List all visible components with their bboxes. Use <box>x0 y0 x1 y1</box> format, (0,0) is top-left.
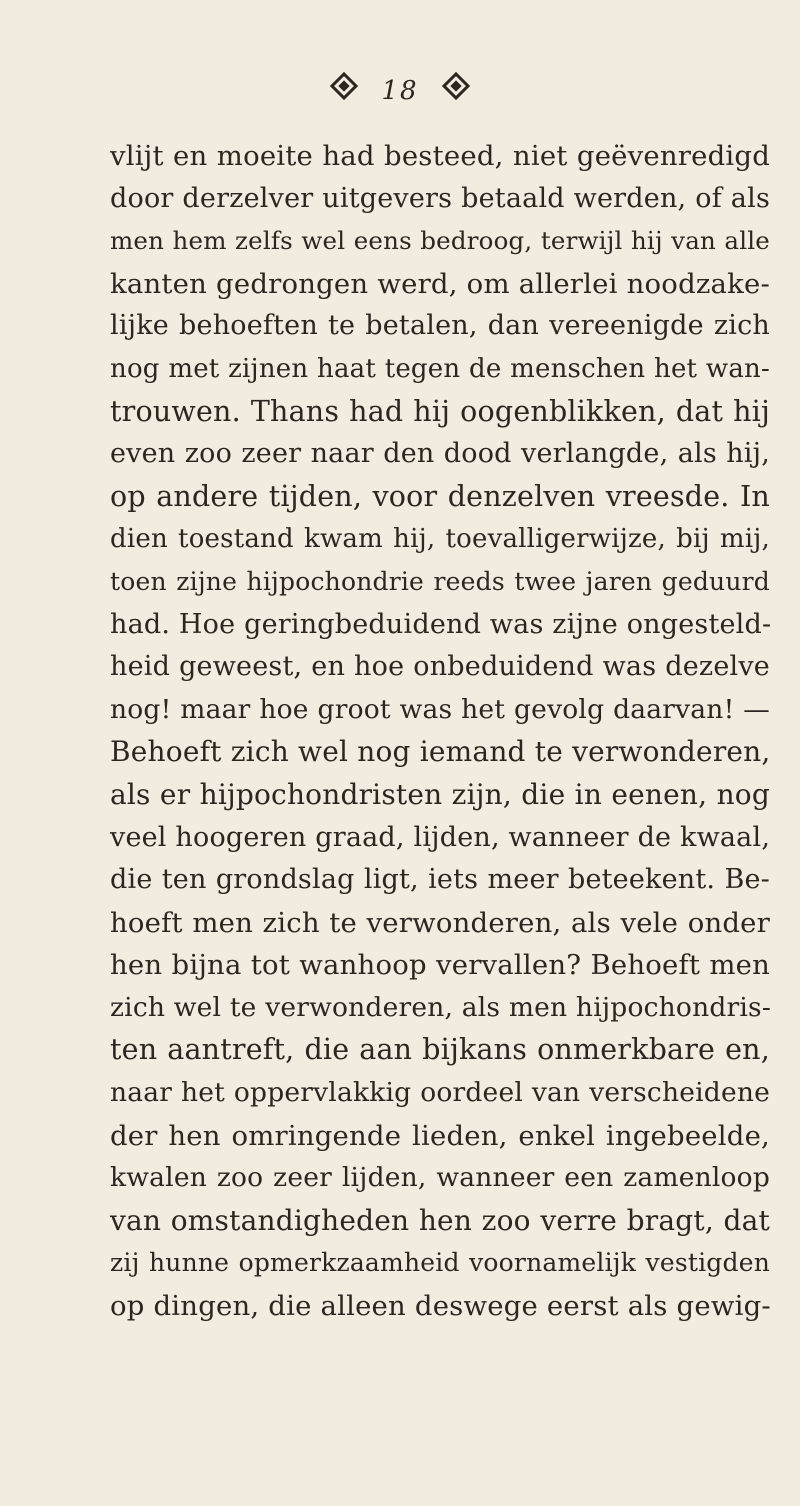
text-line: zich wel te verwonderen, als men hijpochondris- <box>110 991 771 1023</box>
text-line: Behoeft zich wel nog iemand te verwonderen, <box>110 735 771 769</box>
text-line: die ten grondslag ligt, iets meer beteekent. Be- <box>110 864 770 896</box>
text-line: kanten gedrongen werd, om allerlei noodzake- <box>110 267 770 300</box>
text-line: nog met zijnen haat tegen de menschen het wan- <box>110 353 770 384</box>
text-line: kwalen zoo zeer lijden, wanneer een zamenloop <box>110 1162 770 1194</box>
text-line: nog! maar hoe groot was het gevolg daarvan! — <box>110 693 770 725</box>
diamond-ornament-icon <box>442 72 470 100</box>
text-line: even zoo zeer naar den dood verlangde, als hij, <box>110 438 770 470</box>
text-line: men hem zelfs wel eens bedroog, terwijl hij van alle <box>110 226 770 256</box>
page-number: 18 <box>381 76 419 106</box>
text-line: als er hijpochondristen zijn, die in eenen, nog <box>110 777 770 811</box>
text-line: veel hoogeren graad, lijden, wanneer de kwaal, <box>110 821 771 853</box>
text-line: ten aantreft, die aan bijkans onmerkbare en, <box>110 1033 770 1067</box>
diamond-ornament-icon <box>330 72 358 100</box>
text-line: dien toestand kwam hij, toevalligerwijze, bij mij, <box>110 524 770 555</box>
text-line: trouwen. Thans had hij oogenblikken, dat hij <box>110 394 770 428</box>
text-line: der hen omringende lieden, enkel ingebeelde, <box>110 1119 770 1152</box>
text-line: hen bijna tot wanhoop vervallen? Behoeft men <box>110 949 770 982</box>
text-line: hoeft men zich te verwonderen, als vele onder <box>110 906 770 939</box>
text-line: op andere tijden, voor denzelven vreesde. In <box>110 479 770 513</box>
text-line: lijke behoeften te betalen, dan vereenigde zich <box>110 310 770 342</box>
text-line: naar het oppervlakkig oordeel van verscheidene <box>110 1077 770 1109</box>
text-line: op dingen, die alleen deswege eerst als gewig- <box>110 1290 771 1323</box>
text-line: door derzelver uitgevers betaald werden, of als <box>110 182 770 214</box>
text-line: zij hunne opmerkzaamheid voornamelijk vestigden <box>110 1248 770 1278</box>
body-text <box>110 135 770 1328</box>
text-line: had. Hoe geringbeduidend was zijne ongesteld- <box>110 608 772 640</box>
text-line: van omstandigheden hen zoo verre bragt, dat <box>110 1203 770 1237</box>
text-line: toen zijne hijpochondrie reeds twee jaren geduurd <box>110 566 770 596</box>
text-line: heid geweest, en hoe onbeduidend was dezelve <box>110 651 770 683</box>
page-header <box>0 72 800 109</box>
text-line: vlijt en moeite had besteed, niet geëvenredigd <box>110 140 770 172</box>
